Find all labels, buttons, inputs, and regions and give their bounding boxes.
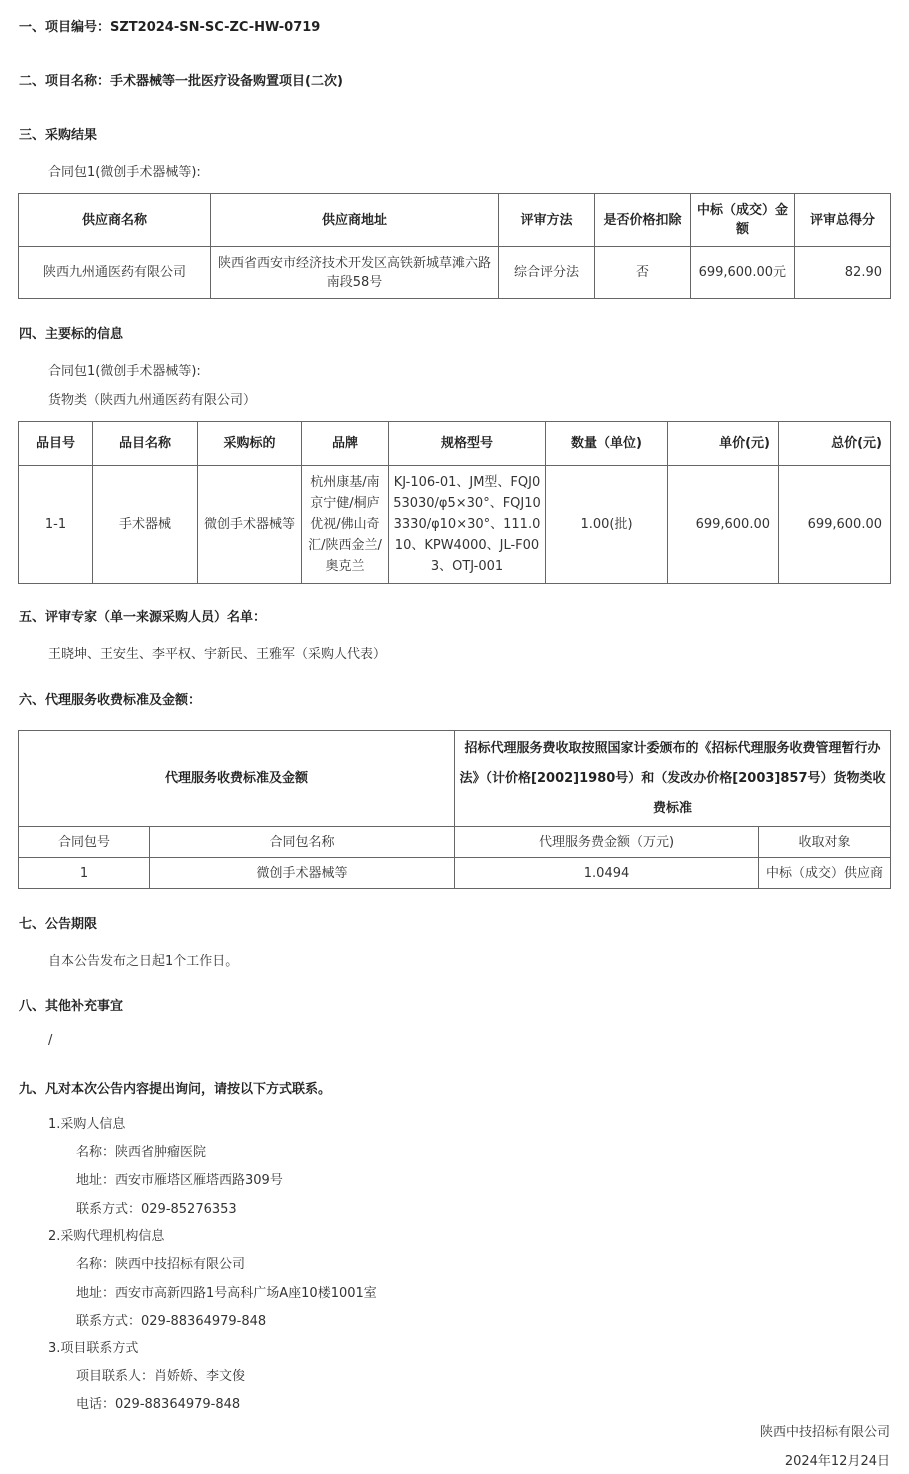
items-header-quantity: 数量（单位) [546, 422, 668, 466]
table-row [19, 466, 891, 584]
fee-header-package-name: 合同包名称 [150, 827, 455, 858]
fee-payer: 中标（成交）供应商 [759, 858, 891, 889]
item-number: 1-1 [19, 466, 93, 584]
items-category-label: 货物类（陕西九州通医药有限公司） [48, 393, 257, 408]
supplement-text: / [48, 1033, 53, 1048]
items-header-name: 品目名称 [93, 422, 198, 466]
item-quantity: 1.00(批) [546, 466, 668, 584]
fee-package-number: 1 [19, 858, 150, 889]
result-method: 综合评分法 [499, 247, 595, 299]
section-supplement: 八、其他补充事宜 [19, 999, 124, 1014]
section-contacts: 九、凡对本次公告内容提出询问，请按以下方式联系。 [19, 1082, 332, 1097]
notice-period-text: 自本公告发布之日起1个工作日。 [48, 954, 239, 969]
items-header-number: 品目号 [19, 422, 93, 466]
item-spec: KJ-106-01、JM型、FQJ053030/φ5×30°、FQJ103330/φ10×30°、111.010、KPW4000、JL-F003、OTJ-001 [389, 466, 546, 584]
purchaser-title: 1.采购人信息 [48, 1117, 126, 1132]
result-price-deduction: 否 [595, 247, 691, 299]
result-header-supplier: 供应商名称 [19, 194, 211, 247]
items-header-spec: 规格型号 [389, 422, 546, 466]
purchaser-name: 名称：陕西省肿瘤医院 [76, 1145, 207, 1160]
fee-label: 代理服务收费标准及金额 [19, 731, 455, 827]
items-header-unit-price: 单价(元) [668, 422, 779, 466]
purchaser-phone: 联系方式：029-85276353 [76, 1202, 237, 1217]
table-row [19, 858, 891, 889]
experts-list: 王晓坤、王安生、李平权、宇新民、王雅军（采购人代表） [48, 647, 387, 662]
item-brand: 杭州康基/南京宁健/桐庐优视/佛山奇汇/陕西金兰/奥克兰 [302, 466, 389, 584]
result-header-amount: 中标（成交）金额 [691, 194, 795, 247]
section-procurement-result: 三、采购结果 [19, 128, 98, 143]
result-header-price-deduction: 是否价格扣除 [595, 194, 691, 247]
fee-header-row [19, 827, 891, 858]
fee-header-package-number: 合同包号 [19, 827, 150, 858]
result-header-score: 评审总得分 [795, 194, 891, 247]
footer-company: 陕西中技招标有限公司 [759, 1425, 890, 1440]
result-header-address: 供应商地址 [211, 194, 499, 247]
result-table [18, 193, 891, 299]
items-header-brand: 品牌 [302, 422, 389, 466]
items-header-total-price: 总价(元) [779, 422, 891, 466]
fee-table [18, 730, 891, 889]
agency-phone: 联系方式：029-88364979-848 [76, 1314, 267, 1329]
project-contact-phone: 电话：029-88364979-848 [76, 1397, 241, 1412]
section-main-items: 四、主要标的信息 [19, 327, 124, 342]
section-project-name: 二、项目名称：手术器械等一批医疗设备购置项目(二次) [19, 74, 343, 89]
table-row [19, 247, 891, 299]
agency-address: 地址：西安市高新四路1号高科广场A座10楼1001室 [76, 1286, 377, 1301]
section-notice-period: 七、公告期限 [19, 917, 98, 932]
item-unit-price: 699,600.00 [668, 466, 779, 584]
item-target: 微创手术器械等 [198, 466, 302, 584]
project-contact-person: 项目联系人：肖娇娇、李文俊 [76, 1369, 246, 1384]
purchaser-address: 地址：西安市雁塔区雁塔西路309号 [76, 1173, 283, 1188]
fee-package-name: 微创手术器械等 [150, 858, 455, 889]
result-address: 陕西省西安市经济技术开发区高铁新城草滩六路南段58号 [211, 247, 499, 299]
project-contact-title: 3.项目联系方式 [48, 1341, 139, 1356]
result-supplier: 陕西九州通医药有限公司 [19, 247, 211, 299]
section-experts: 五、评审专家（单一来源采购人员）名单： [19, 610, 267, 625]
agency-title: 2.采购代理机构信息 [48, 1229, 165, 1244]
fee-amount: 1.0494 [455, 858, 759, 889]
result-header-row [19, 194, 891, 247]
items-table [18, 421, 891, 584]
agency-name: 名称：陕西中技招标有限公司 [76, 1257, 246, 1272]
fee-standard-row [19, 731, 891, 827]
item-total-price: 699,600.00 [779, 466, 891, 584]
items-header-target: 采购标的 [198, 422, 302, 466]
result-header-method: 评审方法 [499, 194, 595, 247]
result-score: 82.90 [795, 247, 891, 299]
result-package-label: 合同包1(微创手术器械等): [48, 165, 201, 180]
section-project-number: 一、项目编号：SZT2024-SN-SC-ZC-HW-0719 [19, 20, 321, 35]
section-agency-fee: 六、代理服务收费标准及金额： [19, 693, 202, 708]
fee-header-amount: 代理服务费金额（万元) [455, 827, 759, 858]
fee-standard: 招标代理服务费收取按照国家计委颁布的《招标代理服务收费管理暂行办法》（计价格[2002]1980号）和（发改办价格[2003]857号）货物类收费标准 [455, 731, 891, 827]
footer-date: 2024年12月24日 [784, 1454, 890, 1469]
items-header-row [19, 422, 891, 466]
fee-header-payer: 收取对象 [759, 827, 891, 858]
items-package-label: 合同包1(微创手术器械等): [48, 364, 201, 379]
result-amount: 699,600.00元 [691, 247, 795, 299]
item-name: 手术器械 [93, 466, 198, 584]
